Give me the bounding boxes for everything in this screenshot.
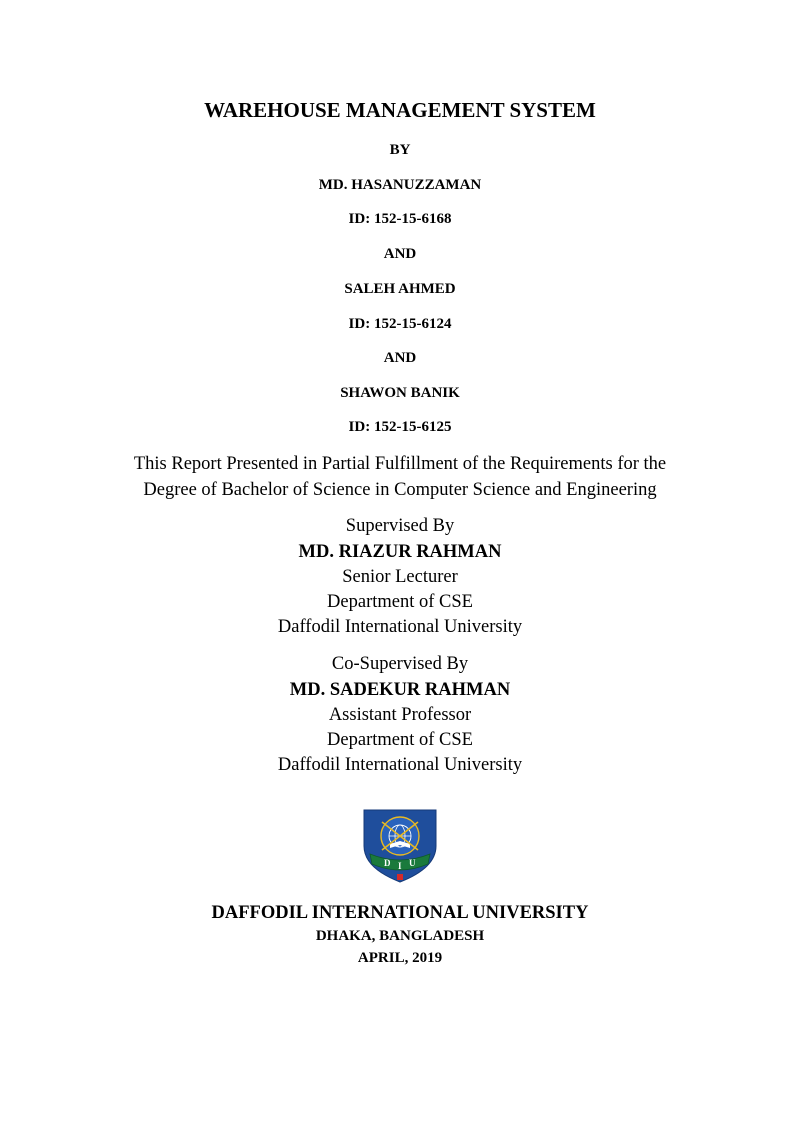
- svg-text:U: U: [409, 858, 416, 868]
- author-id-3: ID: 152-15-6125: [348, 419, 452, 435]
- report-statement-line-1: This Report Presented in Partial Fulfillment of the Requirements for the: [133, 454, 667, 474]
- and-label-1: AND: [383, 246, 417, 262]
- author-name-3: SHAWON BANIK: [340, 385, 460, 401]
- supervisor-heading: Supervised By: [345, 516, 455, 536]
- svg-text:I: I: [398, 861, 402, 871]
- report-statement-line-2: Degree of Bachelor of Science in Computer Science and Engineering: [143, 480, 657, 500]
- report-title: WAREHOUSE MANAGEMENT SYSTEM: [204, 98, 596, 122]
- footer-university: DAFFODIL INTERNATIONAL UNIVERSITY: [211, 903, 589, 923]
- co-supervisor-title: Assistant Professor: [328, 705, 472, 725]
- and-label-2: AND: [383, 350, 417, 366]
- supervisor-university: Daffodil International University: [277, 617, 523, 637]
- author-name-2: SALEH AHMED: [344, 281, 456, 297]
- author-id-2: ID: 152-15-6124: [348, 316, 452, 332]
- university-crest-logo-icon: [358, 806, 442, 884]
- co-supervisor-university: Daffodil International University: [277, 755, 523, 775]
- author-name-1: MD. HASANUZZAMAN: [318, 177, 482, 193]
- svg-text:D: D: [384, 858, 391, 868]
- co-supervisor-department: Department of CSE: [327, 730, 473, 750]
- footer-date: APRIL, 2019: [357, 950, 443, 966]
- by-label: BY: [389, 142, 411, 158]
- co-supervisor-heading: Co-Supervised By: [331, 654, 469, 674]
- author-id-1: ID: 152-15-6168: [348, 211, 452, 227]
- supervisor-title: Senior Lecturer: [342, 567, 458, 587]
- supervisor-department: Department of CSE: [327, 592, 473, 612]
- footer-location: DHAKA, BANGLADESH: [315, 928, 485, 944]
- co-supervisor-name: MD. SADEKUR RAHMAN: [289, 680, 511, 700]
- supervisor-name: MD. RIAZUR RAHMAN: [298, 542, 502, 562]
